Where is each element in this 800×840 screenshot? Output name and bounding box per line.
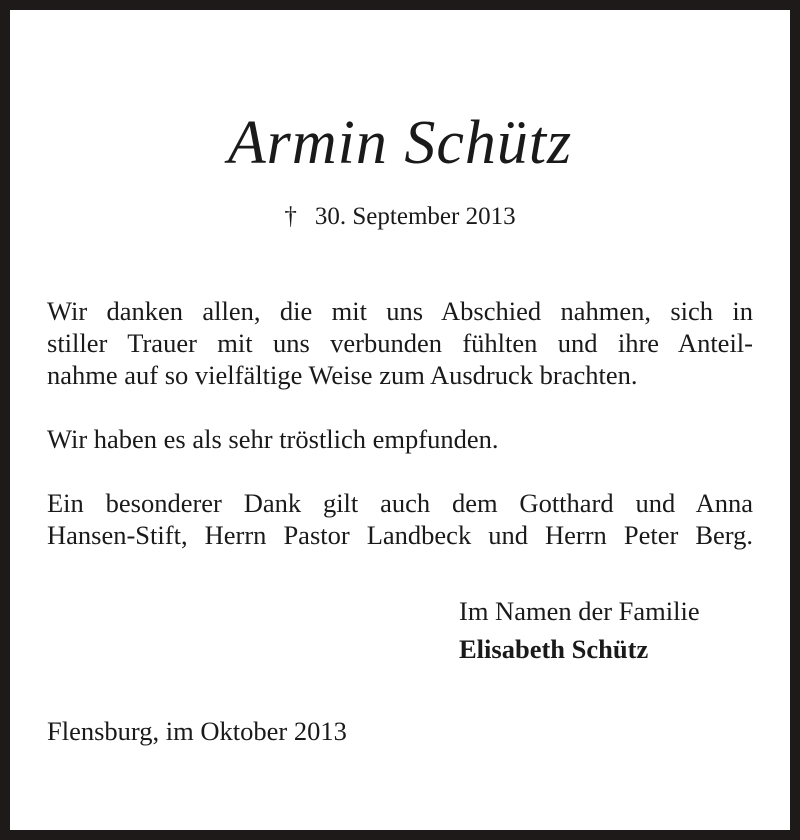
death-date-line: [10, 203, 790, 231]
deceased-name: Armin Schütz: [227, 109, 573, 177]
text-line: Wir danken allen, die mit uns Abschied nahmen, sich in: [47, 296, 753, 326]
signature-name: Elisabeth Schütz: [459, 634, 649, 664]
text-line: Wir haben es als sehr tröstlich empfunden.: [47, 424, 499, 454]
signature-intro: Im Namen der Familie: [459, 596, 700, 626]
text-line: stiller Trauer mit uns verbunden fühlten und ihre Anteil-: [47, 328, 753, 358]
text-line: Ein besonderer Dank gilt auch dem Gotthard und Anna: [47, 488, 753, 518]
place-date: Flensburg, im Oktober 2013: [47, 716, 347, 746]
text-line: nahme auf so vielfältige Weise zum Ausdruck brachten.: [47, 360, 638, 390]
dagger-icon: †: [284, 203, 297, 230]
death-date: 30. September 2013: [314, 203, 516, 230]
text-line: Hansen-Stift, Herrn Pastor Landbeck und Herrn Peter Berg.: [47, 520, 753, 550]
notice-card: [10, 10, 790, 830]
